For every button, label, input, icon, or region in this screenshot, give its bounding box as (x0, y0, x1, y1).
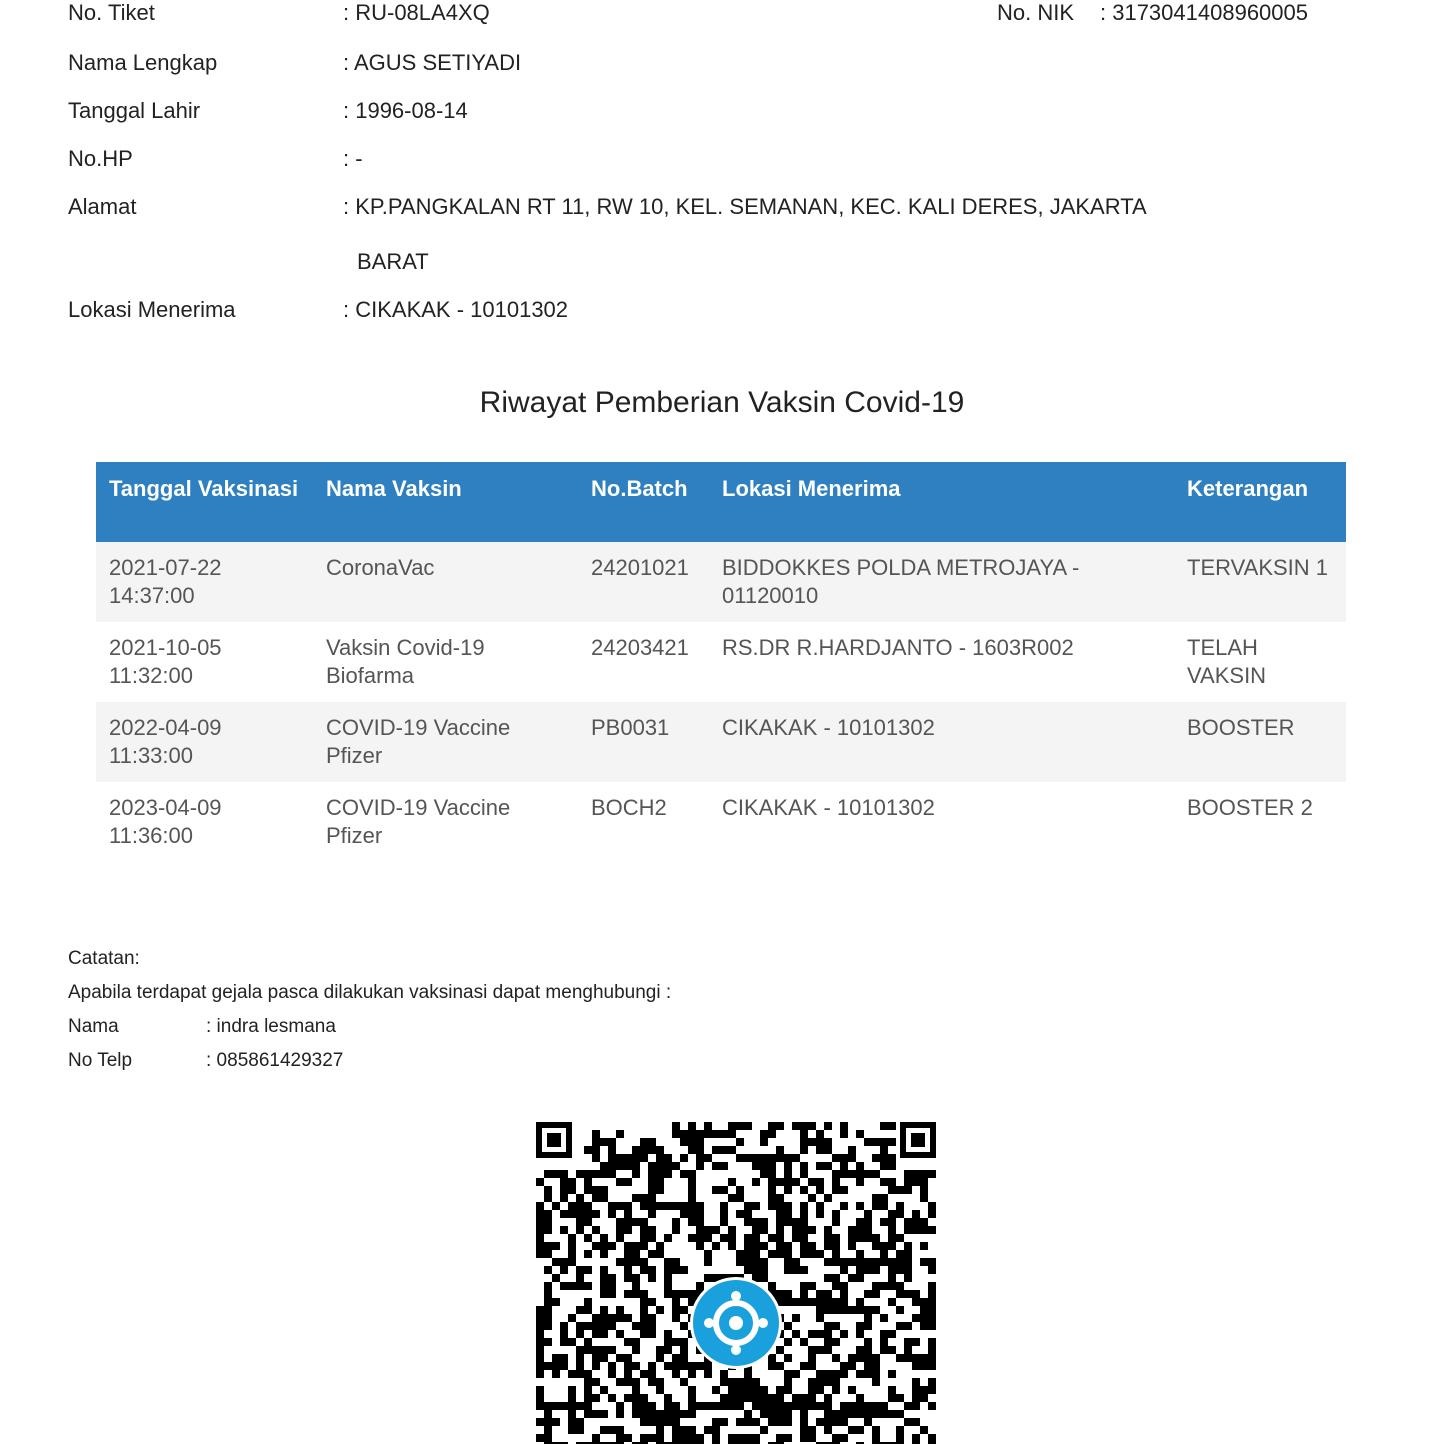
cell-batch: 24203421 (591, 635, 689, 660)
qr-code-icon (534, 1120, 938, 1444)
cell-date: 2021-10-05 11:32:00 (109, 635, 222, 688)
col-remarks-header: Keterangan (1174, 462, 1346, 542)
col-vaccine-header: Nama Vaksin (313, 462, 578, 542)
table-header-row (96, 462, 1346, 542)
cell-batch: PB0031 (578, 702, 709, 782)
table-row (96, 542, 1346, 622)
cell-vaccine: COVID-19 Vaccine Pfizer (313, 702, 578, 782)
history-title: Riwayat Pemberian Vaksin Covid-19 (479, 386, 965, 419)
col-location-header: Lokasi Menerima (709, 462, 1174, 542)
notes-text: Apabila terdapat gejala pasca dilakukan vaksinasi dapat menghubungi : (68, 982, 672, 1003)
cell-location: BIDDOKKES POLDA METROJAYA - 01120010 (709, 542, 1174, 622)
cell-batch: 24201021 (578, 542, 709, 622)
notes-title: Catatan: (68, 948, 140, 969)
location-value: : CIKAKAK - 10101302 (343, 297, 569, 322)
cell-remarks: BOOSTER 2 (1187, 795, 1313, 820)
col-date-header: Tanggal Vaksinasi (96, 462, 313, 542)
address-value: : KP.PANGKALAN RT 11, RW 10, KEL. SEMANAN, KEC. KALI DERES, JAKARTA (343, 194, 1147, 219)
cell-vaccine: COVID-19 Vaccine Pfizer (326, 795, 511, 848)
birth-date-value: : 1996-08-14 (343, 98, 468, 123)
cell-remarks: BOOSTER (1174, 702, 1346, 782)
cell-location: RS.DR R.HARDJANTO - 1603R002 (722, 635, 1074, 660)
vaccine-history-table (96, 462, 1346, 862)
address-value-cont: BARAT (357, 249, 429, 274)
contact-name-value: : indra lesmana (206, 1016, 336, 1037)
table-row (96, 702, 1346, 782)
location-label: Lokasi Menerima (68, 297, 236, 322)
contact-phone-value: : 085861429327 (206, 1050, 344, 1071)
cell-date: 2021-07-22 14:37:00 (96, 542, 313, 622)
cell-vaccine: CoronaVac (313, 542, 578, 622)
ticket-value: : RU-08LA4XQ (343, 0, 490, 25)
ticket-label: No. Tiket (68, 0, 155, 25)
full-name-label: Nama Lengkap (68, 50, 218, 75)
cell-remarks: TELAH VAKSIN (1187, 635, 1267, 688)
cell-location: CIKAKAK - 10101302 (722, 795, 935, 820)
table-row (96, 782, 1346, 862)
contact-phone-label: No Telp (68, 1050, 133, 1071)
phone-label: No.HP (68, 146, 133, 171)
cell-location: CIKAKAK - 10101302 (709, 702, 1174, 782)
phone-value: : - (343, 146, 363, 171)
contact-name-label: Nama (68, 1016, 119, 1037)
table-row (96, 622, 1346, 702)
cell-vaccine: Vaksin Covid-19 Biofarma (326, 635, 485, 688)
nik-label: No. NIK (997, 0, 1075, 25)
cell-remarks: TERVAKSIN 1 (1174, 542, 1346, 622)
address-label: Alamat (68, 194, 137, 219)
cell-date: 2023-04-09 11:36:00 (109, 795, 222, 848)
full-name-value: : AGUS SETIYADI (343, 50, 522, 75)
col-batch-header: No.Batch (578, 462, 709, 542)
nik-value: : 3173041408960005 (1100, 0, 1308, 25)
pedulilindungi-logo-icon (690, 1277, 782, 1369)
cell-date: 2022-04-09 11:33:00 (96, 702, 313, 782)
cell-batch: BOCH2 (591, 795, 667, 820)
birth-date-label: Tanggal Lahir (68, 98, 201, 123)
